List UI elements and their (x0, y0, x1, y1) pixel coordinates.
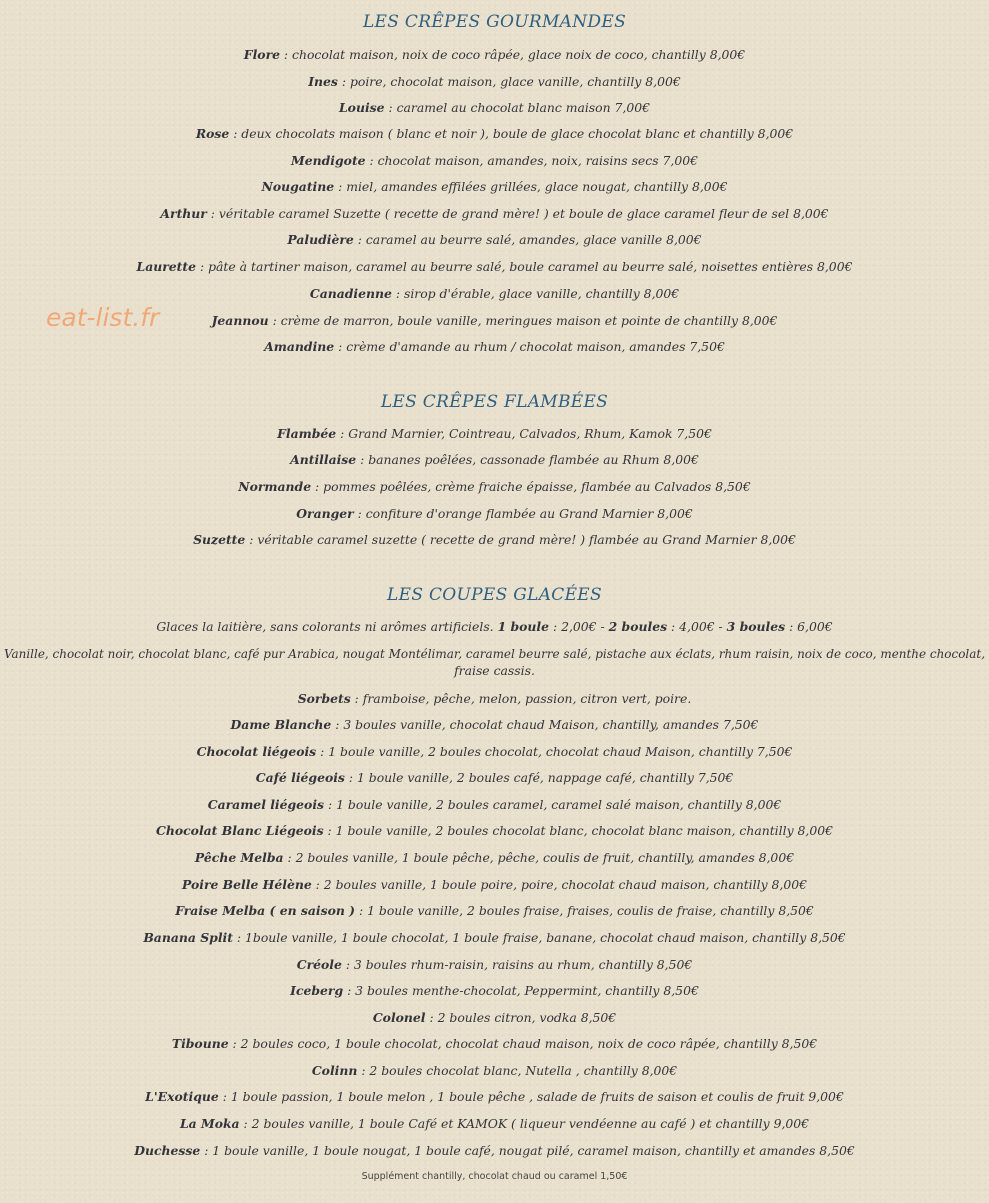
item-name: Tiboune (171, 1036, 229, 1051)
menu-item (0, 153, 989, 169)
item-desc: : 3 boules rhum-raisin, raisins au rhum, chantilly 8,50€ (341, 957, 693, 972)
item-name: Sorbets (297, 691, 351, 706)
menu-item (0, 452, 989, 468)
menu-item (0, 1089, 989, 1105)
item-desc: : caramel au beurre salé, amandes, glace vanille 8,00€ (353, 232, 702, 247)
item-name: Canadienne (309, 286, 392, 301)
menu-item (0, 744, 989, 760)
item-name: Oranger (296, 506, 354, 521)
item-name: Normande (238, 479, 312, 494)
item-name: Nougatine (261, 179, 335, 194)
item-name: Colinn (311, 1063, 358, 1078)
item-name: Paludière (287, 232, 354, 247)
item-desc: : caramel au chocolat blanc maison 7,00€ (384, 100, 651, 115)
item-desc: : 1 boule vanille, 2 boules chocolat blanc, chocolat blanc maison, chantilly 8,00€ (323, 823, 833, 838)
item-desc: : 1 boule vanille, 2 boules caramel, caramel salé maison, chantilly 8,00€ (324, 797, 782, 812)
pricing-three-scoops: 3 boules (726, 619, 786, 634)
item-desc: : 1 boule vanille, 2 boules fraise, fraises, coulis de fraise, chantilly 8,50€ (355, 903, 814, 918)
item-desc: : véritable caramel Suzette ( recette de grand mère! ) et boule de glace caramel fleur de sel 8,00€ (206, 206, 829, 221)
menu-item (0, 179, 989, 195)
menu-item (0, 532, 989, 548)
item-desc: : 1 boule passion, 1 boule melon , 1 boule pêche , salade de fruits de saison et coulis de fruit 9,00€ (218, 1089, 844, 1104)
item-desc: : chocolat maison, amandes, noix, raisins secs 7,00€ (365, 153, 698, 168)
menu-item (0, 1143, 989, 1159)
item-name: Flambée (277, 426, 337, 441)
item-desc: : pommes poêlées, crème fraiche épaisse, flambée au Calvados 8,50€ (311, 479, 751, 494)
item-desc: : crème de marron, boule vanille, meringues maison et pointe de chantilly 8,00€ (268, 313, 778, 328)
item-desc: : 2 boules citron, vodka 8,50€ (425, 1010, 617, 1025)
item-desc: : 3 boules menthe-chocolat, Peppermint, chantilly 8,50€ (343, 983, 699, 998)
menu-item (0, 983, 989, 999)
item-desc: : véritable caramel suzette ( recette de grand mère! ) flambée au Grand Marnier 8,00€ (245, 532, 796, 547)
section-title-flambees: LES CRÊPES FLAMBÉES (380, 392, 609, 412)
pricing-two-scoops: 2 boules (608, 619, 668, 634)
menu-item (0, 691, 989, 707)
menu-item (0, 957, 989, 973)
item-name: Chocolat Blanc Liégeois (156, 823, 324, 838)
item-name: Caramel liégeois (207, 797, 325, 812)
menu-item (0, 823, 989, 839)
pricing-three-scoops-price: : 6,00€ (785, 619, 833, 634)
item-name: Chocolat liégeois (196, 744, 317, 759)
menu-item (0, 1063, 989, 1079)
item-name: Créole (296, 957, 342, 972)
menu-item (0, 313, 989, 329)
item-desc: : 1boule vanille, 1 boule chocolat, 1 boule fraise, banane, chocolat chaud maison, chantilly 8,50€ (232, 930, 846, 945)
item-desc: : 2 boules chocolat blanc, Nutella , chantilly 8,00€ (357, 1063, 678, 1078)
item-desc: : framboise, pêche, melon, passion, citron vert, poire. (350, 691, 692, 706)
item-name: Café liégeois (255, 770, 345, 785)
item-desc: : 1 boule vanille, 2 boules chocolat, chocolat chaud Maison, chantilly 7,50€ (316, 744, 793, 759)
flavours-list-line-1: Vanille, chocolat noir, chocolat blanc, café pur Arabica, nougat Montélimar, caramel beurre salé, pistache aux éclats, rhum raisin, noix de coco, menthe chocolat, (3, 647, 986, 661)
item-name: Mendigote (291, 153, 366, 168)
item-desc: : 1 boule vanille, 2 boules café, nappage café, chantilly 7,50€ (344, 770, 734, 785)
item-desc: : 2 boules coco, 1 boule chocolat, chocolat chaud maison, noix de coco râpée, chantilly 8,50€ (228, 1036, 818, 1051)
item-name: Antillaise (290, 452, 357, 467)
menu-item (0, 126, 989, 142)
item-desc: : miel, amandes effilées grillées, glace nougat, chantilly 8,00€ (334, 179, 728, 194)
menu-item (0, 479, 989, 495)
item-desc: : bananes poêlées, cassonade flambée au Rhum 8,00€ (356, 452, 699, 467)
item-name: Ines (308, 74, 338, 89)
item-name: Iceberg (290, 983, 344, 998)
section-title-coupes: LES COUPES GLACÉES (387, 585, 602, 605)
menu-item (0, 1036, 989, 1052)
menu-item (0, 47, 989, 63)
ice-cream-pricing (0, 619, 989, 635)
item-name: La Moka (179, 1116, 240, 1131)
item-name: Colonel (372, 1010, 426, 1025)
menu-item (0, 797, 989, 813)
item-name: Rose (195, 126, 230, 141)
menu-item (0, 506, 989, 522)
item-desc: : pâte à tartiner maison, caramel au beurre salé, boule caramel au beurre salé, noisettes entières 8,00€ (196, 259, 853, 274)
item-desc: : Grand Marnier, Cointreau, Calvados, Rhum, Kamok 7,50€ (336, 426, 712, 441)
item-desc: : poire, chocolat maison, glace vanille, chantilly 8,00€ (337, 74, 681, 89)
item-desc: : 3 boules vanille, chocolat chaud Maison, chantilly, amandes 7,50€ (331, 717, 759, 732)
menu-item (0, 930, 989, 946)
pricing-intro: Glaces la laitière, sans colorants ni arômes artificiels. (156, 619, 498, 634)
menu-item (0, 877, 989, 893)
item-name: Louise (338, 100, 385, 115)
item-name: L'Exotique (145, 1089, 219, 1104)
pricing-one-scoop: 1 boule (497, 619, 550, 634)
item-desc: : sirop d'érable, glace vanille, chantilly 8,00€ (391, 286, 680, 301)
item-desc: : 1 boule vanille, 1 boule nougat, 1 boule café, nougat pilé, caramel maison, chantilly et amandes 8,50€ (200, 1143, 855, 1158)
item-name: Laurette (136, 259, 197, 274)
item-name: Amandine (264, 339, 335, 354)
item-desc: : chocolat maison, noix de coco râpée, glace noix de coco, chantilly 8,00€ (279, 47, 746, 62)
menu-item (0, 850, 989, 866)
menu-item (0, 1116, 989, 1132)
flavours-list-line-2: fraise cassis. (454, 663, 535, 678)
item-name: Flore (243, 47, 280, 62)
item-desc: : crème d'amande au rhum / chocolat maison, amandes 7,50€ (334, 339, 725, 354)
menu-item (0, 717, 989, 733)
item-name: Banana Split (143, 930, 233, 945)
item-desc: : 2 boules vanille, 1 boule pêche, pêche, coulis de fruit, chantilly, amandes 8,00€ (283, 850, 795, 865)
supplement-note: Supplément chantilly, chocolat chaud ou caramel 1,50€ (361, 1171, 628, 1182)
item-name: Duchesse (134, 1143, 201, 1158)
menu-item (0, 1010, 989, 1026)
section-title-gourmandes: LES CRÊPES GOURMANDES (362, 12, 627, 32)
menu-item (0, 74, 989, 90)
watermark-logo: eat-list.fr (46, 303, 160, 332)
pricing-two-scoops-price: : 4,00€ - (667, 619, 727, 634)
menu-item (0, 903, 989, 919)
item-name: Pêche Melba (194, 850, 284, 865)
item-name: Dame Blanche (230, 717, 332, 732)
menu-item (0, 100, 989, 116)
menu-item (0, 286, 989, 302)
item-desc: : 2 boules vanille, 1 boule poire, poire, chocolat chaud maison, chantilly 8,00€ (311, 877, 807, 892)
item-name: Arthur (160, 206, 207, 221)
item-name: Fraise Melba ( en saison ) (175, 903, 356, 918)
menu-item (0, 339, 989, 355)
item-name: Poire Belle Hélène (182, 877, 312, 892)
item-desc: : deux chocolats maison ( blanc et noir ), boule de glace chocolat blanc et chantilly 8,00€ (229, 126, 794, 141)
pricing-one-scoop-price: : 2,00€ - (549, 619, 609, 634)
menu-item (0, 770, 989, 786)
menu-item (0, 259, 989, 275)
menu-item (0, 206, 989, 222)
item-name: Suzette (193, 532, 246, 547)
menu-item (0, 426, 989, 442)
item-desc: : confiture d'orange flambée au Grand Marnier 8,00€ (353, 506, 693, 521)
menu-item (0, 232, 989, 248)
item-name: Jeannou (211, 313, 269, 328)
item-desc: : 2 boules vanille, 1 boule Café et KAMOK ( liqueur vendéenne au café ) et chantilly 9,00€ (239, 1116, 810, 1131)
